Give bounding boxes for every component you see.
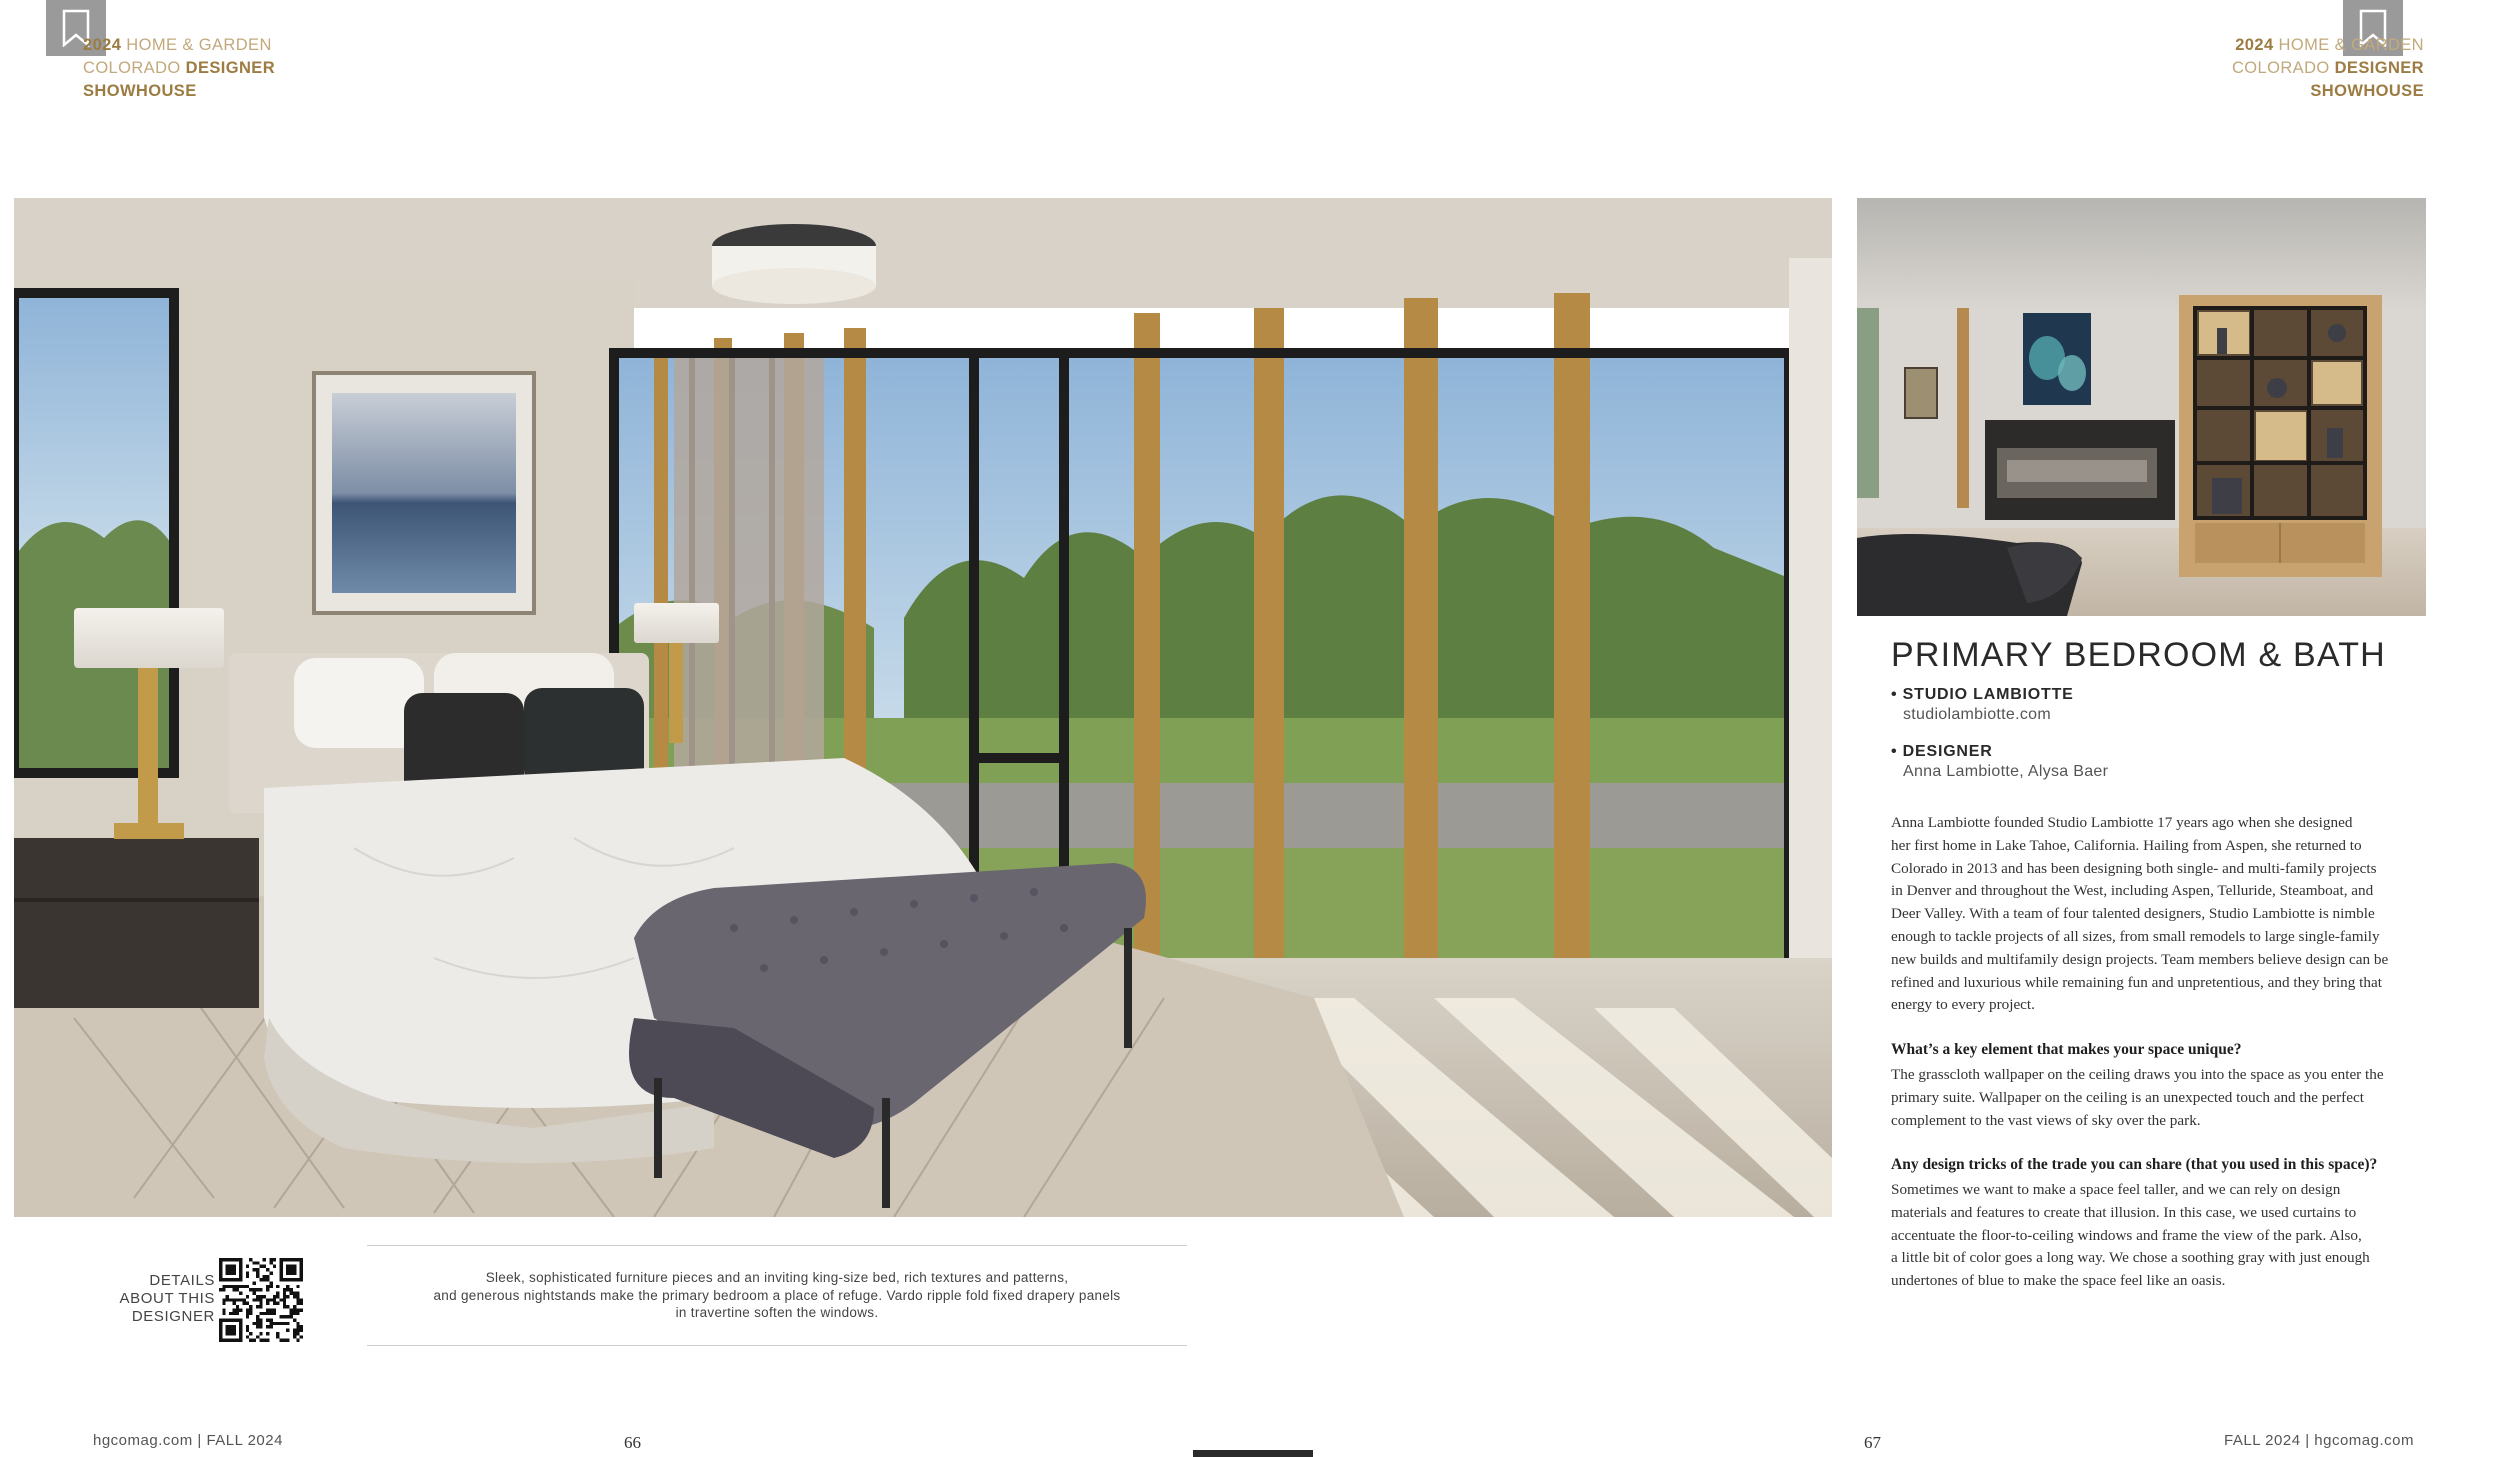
masthead-showhouse: SHOWHOUSE — [83, 82, 197, 100]
answer-line: The grasscloth wallpaper on the ceiling draws you into the space as you enter the — [1891, 1066, 2384, 1083]
bio-line: Deer Valley. With a team of four talented designers, Studio Lambiotte is nimble — [1891, 905, 2375, 923]
page-navigation-tab[interactable] — [1193, 1450, 1313, 1457]
answer-2 — [1891, 1179, 2421, 1293]
designer-label: • DESIGNER — [1891, 743, 1993, 760]
living-room-photo — [1857, 198, 2426, 616]
bedroom-photo — [14, 198, 1832, 1217]
bio-line: Colorado in 2013 and has been designing both single- and multi-family projects — [1891, 859, 2377, 877]
qr-label-line: DESIGNER — [131, 1308, 215, 1325]
masthead-year: 2024 — [83, 36, 122, 54]
answer-line: undertones of blue to make the space feel like an oasis. — [1891, 1272, 2226, 1290]
footer-right: FALL 2024 | hgcomag.com — [2224, 1432, 2414, 1449]
qr-label — [115, 1272, 215, 1326]
qr-label-line: DETAILS — [149, 1272, 215, 1289]
answer-1 — [1891, 1064, 2421, 1132]
caption-line: and generous nightstands make the primary bedroom a place of refuge. Vardo ripple fold fixed drapery panels — [433, 1287, 1121, 1303]
designer-bio — [1891, 812, 2421, 1017]
answer-line: primary suite. Wallpaper on the ceiling is an unexpected touch and the perfect — [1891, 1088, 2364, 1106]
bio-line: in Denver and throughout the West, including Aspen, Telluride, Steamboat, and — [1891, 882, 2374, 900]
masthead-designer: DESIGNER — [2334, 59, 2424, 77]
footer-left: hgcomag.com | FALL 2024 — [93, 1432, 283, 1449]
answer-line: a little bit of color goes a long way. We chose a soothing gray with just enough — [1891, 1249, 2370, 1267]
bio-line: enough to tackle projects of all sizes, from small remodels to large single-family — [1891, 927, 2380, 945]
caption-line: in travertine soften the windows. — [675, 1305, 879, 1320]
masthead-brand: HOME & GARDEN — [2278, 36, 2424, 54]
answer-line: Sometimes we want to make a space feel taller, and we can rely on design — [1891, 1181, 2341, 1198]
designer-names: Anna Lambiotte, Alysa Baer — [1903, 763, 2109, 780]
question-1: What’s a key element that makes your space unique? — [1891, 1041, 2242, 1058]
masthead-year: 2024 — [2235, 36, 2274, 54]
page-number-left: 66 — [624, 1433, 641, 1452]
caption-line: Sleek, sophisticated furniture pieces and an inviting king-size bed, rich textures and patterns, — [485, 1270, 1069, 1285]
bio-line: her first home in Lake Tahoe, California. Hailing from Aspen, she returned to — [1891, 836, 2362, 854]
answer-line: complement to the vast views of sky over the park. — [1891, 1111, 2201, 1129]
masthead-showhouse: SHOWHOUSE — [2310, 82, 2424, 100]
masthead-state: COLORADO — [2231, 59, 2330, 77]
studio-website-link[interactable]: studiolambiotte.com — [1903, 706, 2051, 723]
question-2: Any design tricks of the trade you can share (that you used in this space)? — [1891, 1156, 2378, 1173]
masthead-right — [2232, 34, 2424, 103]
page-number-right: 67 — [1864, 1433, 1881, 1452]
photo-caption-box — [367, 1245, 1187, 1346]
masthead-designer: DESIGNER — [185, 59, 276, 77]
bio-line: Anna Lambiotte founded Studio Lambiotte 17 years ago when she designed — [1891, 814, 2353, 831]
bio-line: refined and luxurious while remaining fun and unpretentious, and they bring that — [1891, 973, 2382, 991]
bio-line: new builds and multifamily design projects. Team members believe design can be — [1891, 950, 2389, 968]
masthead-state: COLORADO — [83, 59, 181, 77]
qr-label-line: ABOUT THIS — [119, 1290, 215, 1307]
answer-line: accentuate the floor-to-ceiling windows and frame the view of the park. Also, — [1891, 1226, 2362, 1244]
masthead-brand: HOME & GARDEN — [126, 36, 272, 54]
answer-line: materials and features to create that illusion. In this case, we used curtains to — [1891, 1203, 2357, 1221]
bio-line: energy to every project. — [1891, 996, 2035, 1014]
section-title: PRIMARY BEDROOM & BATH — [1891, 636, 2386, 674]
masthead-left — [83, 34, 275, 103]
qr-code-icon[interactable] — [219, 1258, 303, 1342]
studio-label: • STUDIO LAMBIOTTE — [1891, 686, 2074, 703]
photo-caption — [367, 1269, 1187, 1322]
